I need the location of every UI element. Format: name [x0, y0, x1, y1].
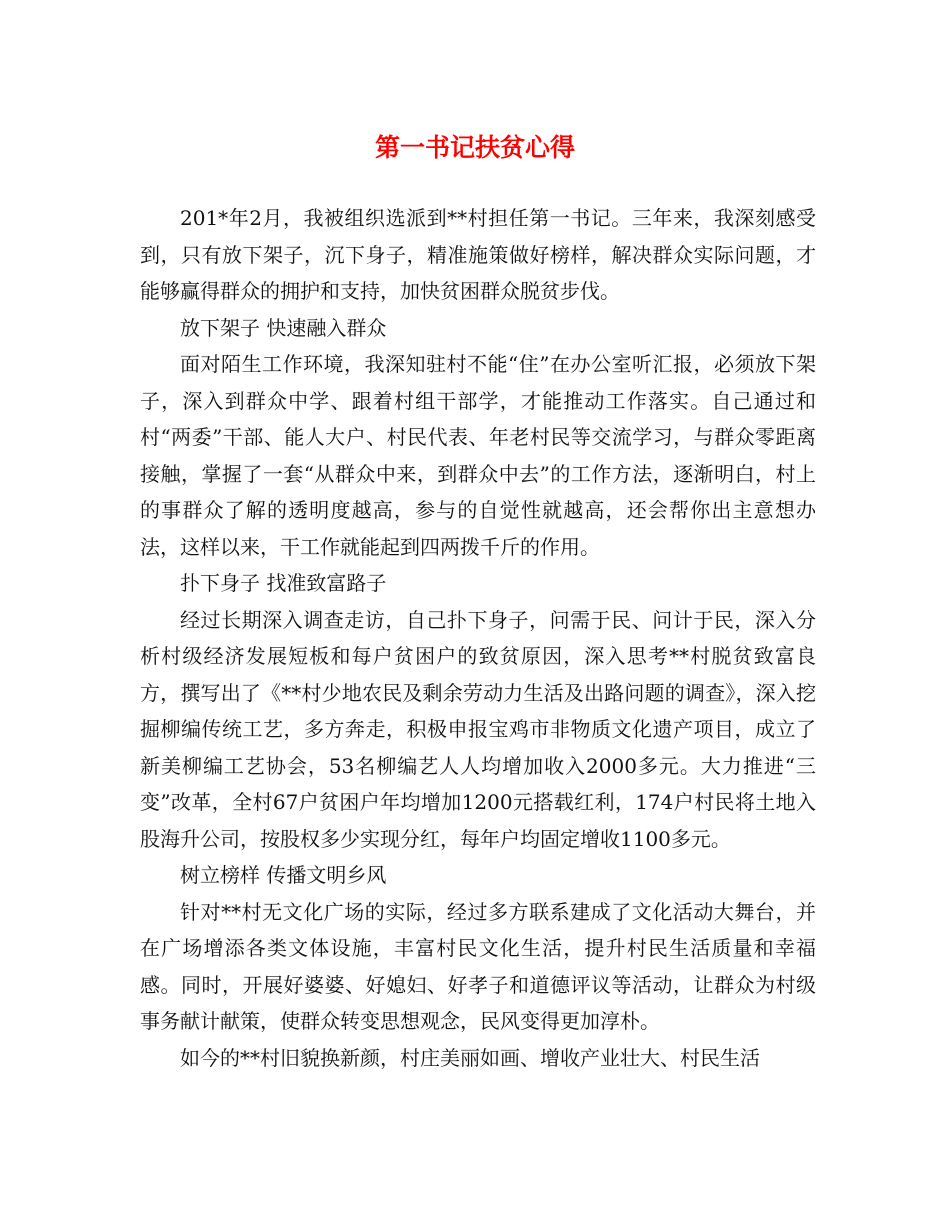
section-heading: 扑下身子 找准致富路子	[180, 571, 387, 595]
section-heading: 树立榜样 传播文明乡风	[180, 863, 387, 887]
paragraph-closing: 如今的**村旧貌换新颜，村庄美丽如画、增收产业壮大、村民生活	[180, 1045, 760, 1070]
paragraph: 经过长期深入调查走访，自己扑下身子，问需于民、问计于民，深入分析村级经济发展短板和每户贫困户的致贫原因，深入思考**村脱贫致富良方，撰写出了《**村少地农民及剩余劳动力生活及出路问题的调查》，深入挖掘柳编传统工艺，多方奔走，积极申报宝鸡市非物质文化遗产项目，成立了新美柳编工艺协会，53名柳编艺人人均增加收入2000多元。大力推进“三变”改革，全村67户贫困户年均增加1200元搭载红利，174户村民将土地入股海升公司，按股权多少实现分红，每年户均固定增收1100多元。	[140, 607, 816, 851]
document-title: 第一书记扶贫心得	[374, 133, 575, 162]
document-body	[140, 200, 816, 1076]
paragraph-intro: 201*年2月，我被组织选派到**村担任第一书记。三年来，我深刻感受到，只有放下架子，沉下身子，精准施策做好榜样，解决群众实际问题，才能够赢得群众的拥护和支持，加快贫困群众脱贫步伐。	[140, 206, 816, 303]
paragraph: 面对陌生工作环境，我深知驻村不能“住”在办公室听汇报，必须放下架子，深入到群众中学、跟着村组干部学，才能推动工作落实。自己通过和村“两委”干部、能人大户、村民代表、年老村民等交流学习，与群众零距离接触，掌握了一套“从群众中来，到群众中去”的工作方法，逐渐明白，村上的事群众了解的透明度越高，参与的自觉性就越高，还会帮你出主意想办法，这样以来，干工作就能起到四两拨千斤的作用。	[140, 352, 816, 559]
section-heading: 放下架子 快速融入群众	[180, 315, 387, 340]
paragraph: 针对**村无文化广场的实际，经过多方联系建成了文化活动大舞台，并在广场增添各类文体设施，丰富村民文化生活，提升村民生活质量和幸福感。同时，开展好婆婆、好媳妇、好孝子和道德评议等活动，让群众为村级事务献计献策，使群众转变思想观念，民风变得更加淳朴。	[140, 899, 816, 1033]
